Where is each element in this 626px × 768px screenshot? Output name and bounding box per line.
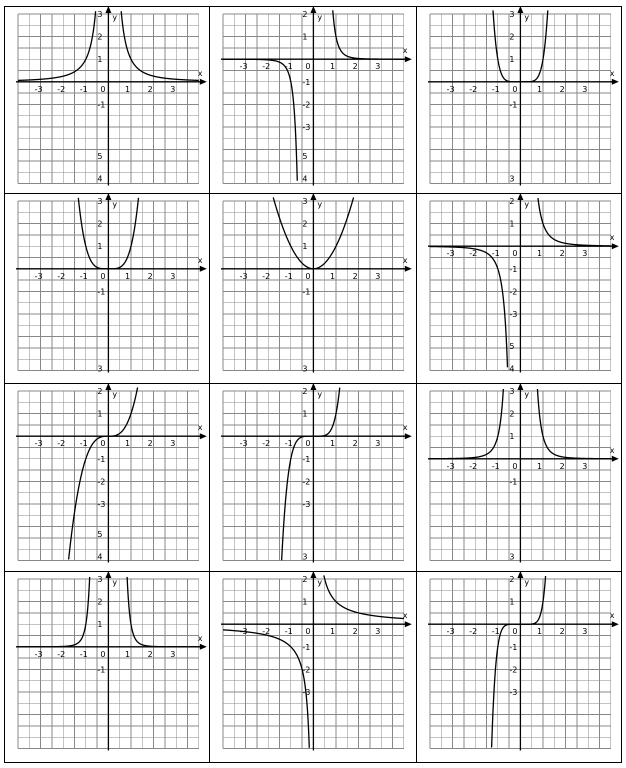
y-tick-label: 1 — [509, 219, 515, 229]
x-tick-label: -3 — [34, 271, 43, 281]
x-tick-label: 3 — [170, 439, 176, 449]
y-axis-arrow — [105, 383, 111, 390]
cell-border — [417, 384, 622, 572]
x-tick-label: -1 — [491, 627, 500, 637]
y-axis-name: y — [524, 390, 530, 399]
x-tick-label: 3 — [170, 271, 176, 281]
y-axis-arrow — [310, 571, 316, 578]
x-axis-arrow — [405, 621, 412, 627]
y-axis-name: y — [524, 200, 530, 209]
x-tick-label: 1 — [537, 249, 543, 259]
x-tick-label: 3 — [375, 627, 381, 637]
graph-cell-2 — [210, 0, 417, 194]
y-tick-label: 2 — [302, 575, 308, 584]
cell-border — [5, 194, 210, 384]
cell-border — [5, 572, 210, 763]
y-tick-label: -1 — [302, 77, 311, 87]
x-axis-name: x — [402, 611, 408, 621]
x-tick-label: 1 — [537, 461, 543, 471]
x-tick-label: 1 — [537, 84, 543, 94]
x-tick-label: -2 — [469, 627, 478, 637]
x-axis-name: x — [197, 255, 203, 265]
y-tick-label: -3 — [97, 500, 106, 509]
x-tick-label: 3 — [582, 461, 588, 471]
x-tick-label: 2 — [352, 439, 358, 449]
origin-label: 0 — [305, 627, 311, 637]
x-axis-name: x — [197, 423, 203, 433]
y-tick-label: 5 — [302, 151, 308, 161]
origin-label: 0 — [305, 439, 311, 449]
x-axis-name: x — [197, 633, 203, 643]
x-tick-label: 1 — [537, 627, 543, 637]
y-tick-label: 4 — [97, 174, 103, 184]
graph-cell-3 — [417, 0, 622, 193]
x-axis-arrow — [405, 266, 412, 272]
graph-cell-5 — [210, 152, 417, 384]
x-tick-label: -2 — [262, 62, 271, 72]
x-tick-label: 2 — [147, 649, 153, 659]
y-axis-name: y — [112, 13, 118, 22]
y-tick-label: 3 — [302, 197, 308, 206]
y-axis-name: y — [524, 578, 530, 587]
graph-cell-11 — [210, 552, 417, 762]
cell-border — [417, 7, 622, 194]
x-tick-label: -3 — [239, 627, 248, 637]
x-tick-label: 1 — [125, 439, 131, 449]
y-axis-name: y — [317, 13, 323, 22]
x-tick-label: 1 — [330, 62, 336, 72]
y-axis-arrow — [517, 383, 523, 390]
x-tick-label: -1 — [491, 249, 500, 259]
x-axis-name: x — [402, 423, 408, 433]
y-tick-label: -2 — [509, 665, 518, 675]
x-tick-label: -2 — [57, 84, 66, 94]
y-tick-label: 3 — [97, 364, 103, 374]
x-tick-label: -3 — [446, 84, 455, 94]
x-tick-label: 1 — [330, 439, 336, 449]
graph-cell-12 — [417, 552, 622, 762]
x-axis-name: x — [609, 445, 615, 455]
y-tick-label: 1 — [97, 409, 103, 419]
x-tick-label: -3 — [446, 249, 455, 259]
cell-border — [5, 7, 210, 194]
y-tick-label: 5 — [97, 529, 103, 539]
x-axis-name: x — [609, 611, 615, 621]
x-tick-label: -3 — [446, 461, 455, 471]
x-axis-arrow — [405, 56, 412, 62]
y-tick-label: 5 — [509, 341, 515, 351]
x-tick-label: -1 — [284, 271, 293, 281]
y-tick-label: 1 — [302, 597, 308, 607]
y-axis-arrow — [517, 571, 523, 578]
y-axis-name: y — [112, 200, 118, 209]
y-tick-label: 3 — [509, 387, 515, 396]
x-axis-arrow — [200, 266, 207, 272]
x-tick-label: -1 — [491, 461, 500, 471]
y-tick-label: 2 — [509, 197, 515, 206]
y-tick-label: 4 — [97, 552, 103, 562]
graph-cell-10 — [5, 530, 210, 763]
y-tick-label: -2 — [302, 100, 311, 110]
y-tick-label: 1 — [97, 620, 103, 630]
y-tick-label: 2 — [97, 597, 103, 607]
x-tick-label: -2 — [469, 84, 478, 94]
x-tick-label: -1 — [284, 439, 293, 449]
y-tick-label: 2 — [302, 10, 308, 19]
y-tick-label: 3 — [509, 552, 515, 562]
graph-cell-6 — [417, 174, 622, 383]
y-tick-label: 3 — [509, 174, 515, 184]
x-axis-name: x — [609, 233, 615, 243]
y-axis-arrow — [517, 193, 523, 200]
x-tick-label: 1 — [330, 627, 336, 637]
graph-cell-4 — [5, 152, 210, 384]
x-tick-label: -1 — [79, 271, 88, 281]
x-tick-label: 2 — [147, 271, 153, 281]
x-tick-label: -1 — [284, 627, 293, 637]
y-tick-label: -1 — [97, 100, 106, 110]
x-tick-label: -2 — [57, 271, 66, 281]
y-tick-label: -1 — [97, 454, 106, 464]
y-tick-label: 2 — [302, 219, 308, 229]
x-tick-label: 2 — [147, 439, 153, 449]
y-tick-label: 2 — [97, 219, 103, 229]
x-axis-name: x — [197, 68, 203, 78]
y-axis-name: y — [317, 578, 323, 587]
x-tick-label: 2 — [352, 627, 358, 637]
y-tick-label: -1 — [97, 287, 106, 297]
y-tick-label: 1 — [302, 32, 308, 42]
x-tick-label: 2 — [559, 627, 565, 637]
y-tick-label: 1 — [97, 55, 103, 65]
x-tick-label: -3 — [239, 62, 248, 72]
origin-label: 0 — [512, 627, 518, 637]
y-tick-label: -1 — [97, 665, 106, 675]
y-axis-arrow — [310, 383, 316, 390]
y-tick-label: 1 — [302, 409, 308, 419]
y-tick-label: 3 — [302, 552, 308, 562]
y-tick-label: 4 — [302, 174, 308, 184]
x-tick-label: 3 — [170, 649, 176, 659]
graph-cell-8 — [210, 364, 417, 571]
y-axis-arrow — [517, 6, 523, 13]
origin-label: 0 — [100, 271, 106, 281]
x-tick-label: 3 — [582, 627, 588, 637]
y-tick-label: 2 — [97, 32, 103, 42]
x-tick-label: 1 — [125, 271, 131, 281]
y-axis-name: y — [317, 390, 323, 399]
x-tick-label: 3 — [375, 62, 381, 72]
x-tick-label: -1 — [284, 62, 293, 72]
x-axis-arrow — [405, 433, 412, 439]
x-axis-name: x — [609, 68, 615, 78]
x-axis-arrow — [612, 79, 619, 85]
x-tick-label: 2 — [147, 84, 153, 94]
x-axis-name: x — [402, 255, 408, 265]
origin-label: 0 — [305, 271, 311, 281]
y-tick-label: -2 — [97, 477, 106, 487]
y-tick-label: 1 — [509, 432, 515, 442]
x-tick-label: 2 — [559, 461, 565, 471]
x-tick-label: 1 — [330, 271, 336, 281]
x-axis-arrow — [612, 456, 619, 462]
y-tick-label: -3 — [509, 688, 518, 697]
y-tick-label: 2 — [97, 387, 103, 396]
y-axis-arrow — [105, 193, 111, 200]
y-axis-arrow — [105, 571, 111, 578]
x-tick-label: -2 — [57, 649, 66, 659]
origin-label: 0 — [512, 249, 518, 259]
y-tick-label: 1 — [509, 597, 515, 607]
x-tick-label: -1 — [491, 84, 500, 94]
origin-label: 0 — [100, 84, 106, 94]
y-tick-label: 1 — [302, 242, 308, 252]
y-tick-label: 2 — [302, 387, 308, 396]
cell-border — [5, 384, 210, 572]
y-tick-label: -2 — [302, 477, 311, 487]
x-tick-label: 2 — [559, 249, 565, 259]
y-tick-label: 4 — [509, 364, 515, 374]
origin-label: 0 — [100, 439, 106, 449]
x-axis-arrow — [200, 644, 207, 650]
y-tick-label: -2 — [302, 665, 311, 675]
y-tick-label: -3 — [302, 688, 311, 697]
x-tick-label: -1 — [79, 84, 88, 94]
x-tick-label: -2 — [469, 461, 478, 471]
x-tick-label: 1 — [125, 649, 131, 659]
x-axis-arrow — [612, 243, 619, 249]
y-axis-arrow — [105, 6, 111, 13]
x-tick-label: 1 — [125, 84, 131, 94]
y-tick-label: -1 — [302, 642, 311, 652]
cell-border — [417, 572, 622, 763]
y-tick-label: -3 — [302, 500, 311, 509]
y-tick-label: -1 — [509, 100, 518, 110]
y-tick-label: 3 — [509, 10, 515, 19]
y-axis-name: y — [112, 390, 118, 399]
graph-cell-1 — [5, 0, 210, 193]
y-tick-label: 1 — [509, 55, 515, 65]
x-tick-label: 2 — [352, 271, 358, 281]
x-tick-label: -3 — [239, 271, 248, 281]
x-tick-label: 3 — [582, 249, 588, 259]
x-tick-label: 3 — [582, 84, 588, 94]
origin-label: 0 — [512, 461, 518, 471]
y-tick-label: 2 — [509, 409, 515, 419]
graph-cell-7 — [5, 364, 210, 571]
y-tick-label: -1 — [302, 454, 311, 464]
y-tick-label: 1 — [97, 242, 103, 252]
y-axis-arrow — [310, 193, 316, 200]
x-tick-label: -3 — [239, 439, 248, 449]
y-tick-label: 3 — [97, 575, 103, 584]
x-tick-label: -3 — [446, 627, 455, 637]
y-tick-label: -2 — [509, 287, 518, 297]
y-tick-label: -1 — [302, 287, 311, 297]
y-tick-label: -3 — [302, 123, 311, 132]
x-tick-label: 3 — [375, 271, 381, 281]
y-tick-label: -3 — [509, 310, 518, 319]
y-axis-name: y — [524, 13, 530, 22]
y-tick-label: -1 — [509, 642, 518, 652]
cell-border — [417, 194, 622, 384]
graph-cell-9 — [417, 342, 622, 572]
x-tick-label: 3 — [170, 84, 176, 94]
x-tick-label: -2 — [262, 271, 271, 281]
x-tick-label: 2 — [352, 62, 358, 72]
y-tick-label: 3 — [97, 197, 103, 206]
origin-label: 0 — [100, 649, 106, 659]
origin-label: 0 — [305, 62, 311, 72]
x-tick-label: -1 — [79, 439, 88, 449]
x-axis-name: x — [402, 46, 408, 56]
y-tick-label: 3 — [302, 364, 308, 374]
y-tick-label: 3 — [97, 10, 103, 19]
x-tick-label: 3 — [375, 439, 381, 449]
origin-label: 0 — [512, 84, 518, 94]
y-axis-arrow — [310, 6, 316, 13]
x-axis-arrow — [200, 79, 207, 85]
y-axis-name: y — [317, 200, 323, 209]
y-axis-name: y — [112, 578, 118, 587]
y-tick-label: -1 — [509, 477, 518, 487]
x-axis-arrow — [200, 433, 207, 439]
x-tick-label: 2 — [559, 84, 565, 94]
x-tick-label: -3 — [34, 84, 43, 94]
y-tick-label: -1 — [509, 264, 518, 274]
x-tick-label: -3 — [34, 649, 43, 659]
x-tick-label: -2 — [262, 627, 271, 637]
y-tick-label: 2 — [509, 575, 515, 584]
x-tick-label: -2 — [57, 439, 66, 449]
x-tick-label: -2 — [469, 249, 478, 259]
x-tick-label: -3 — [34, 439, 43, 449]
x-tick-label: -1 — [79, 649, 88, 659]
x-tick-label: -2 — [262, 439, 271, 449]
y-tick-label: 5 — [97, 151, 103, 161]
y-tick-label: 2 — [509, 32, 515, 42]
x-axis-arrow — [612, 621, 619, 627]
